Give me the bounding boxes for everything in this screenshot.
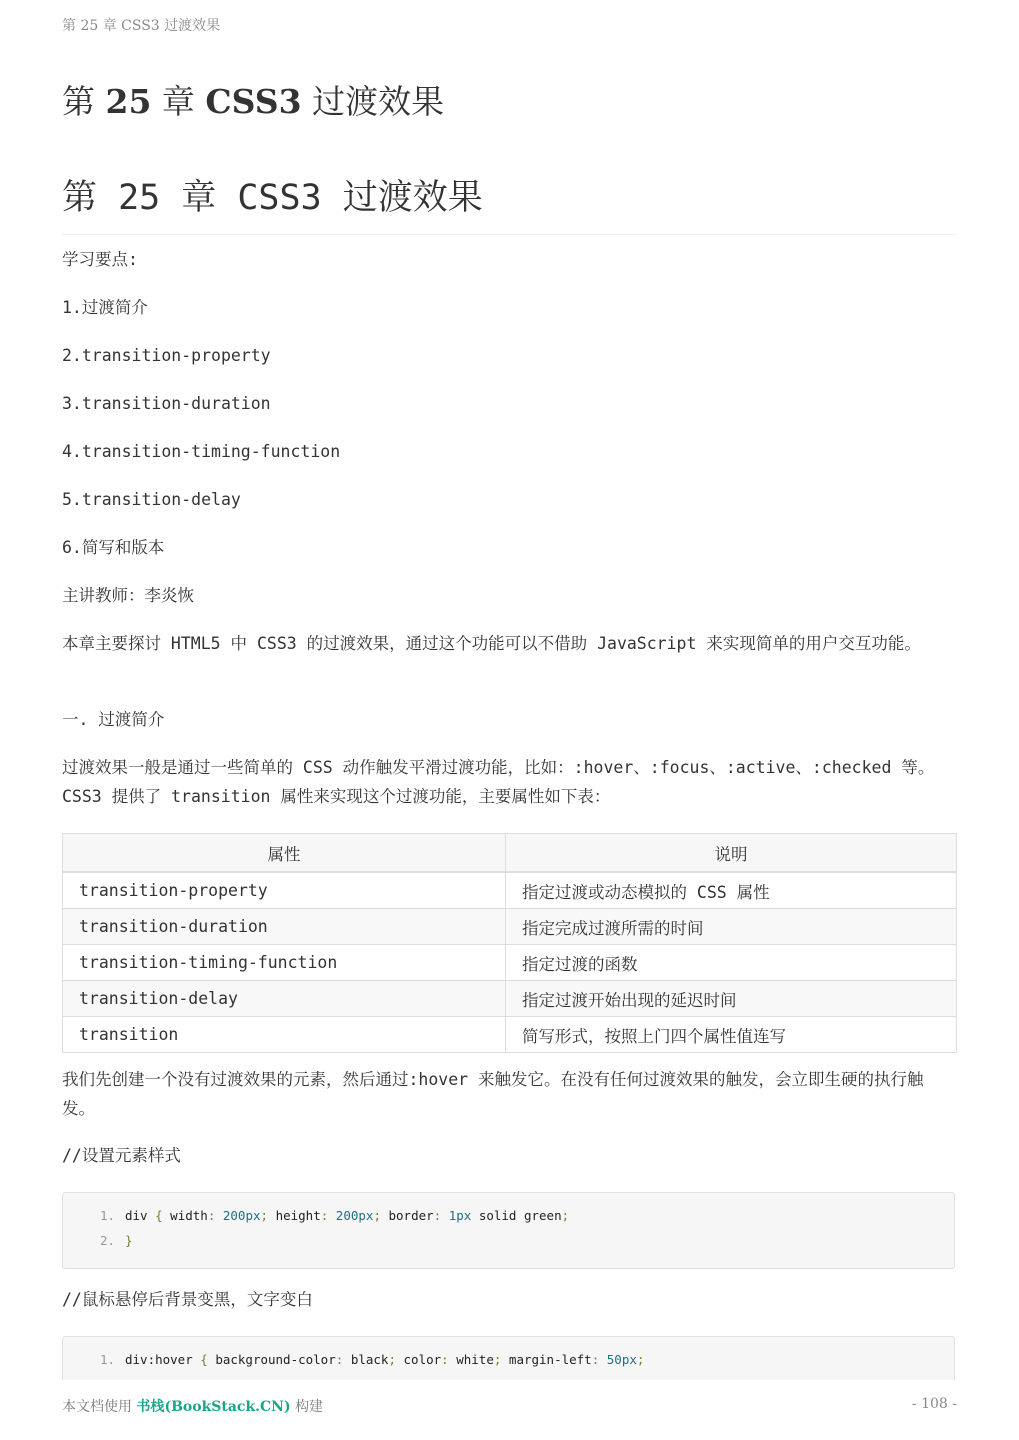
list-item: 1.过渡简介	[62, 298, 148, 317]
table-header-cell: 说明	[506, 834, 957, 873]
table-row	[63, 872, 957, 909]
code-line: 2. }	[99, 1233, 133, 1248]
list-item: 5.transition-delay	[62, 490, 241, 509]
after-table-paragraph: 我们先创建一个没有过渡效果的元素，然后通过:hover 来触发它。在没有任何过渡效果的触发，会立即生硬的执行触发。	[62, 1070, 924, 1118]
page-number: - 108 -	[911, 1396, 957, 1412]
list-item: 2.transition-property	[62, 346, 271, 365]
table-cell-property: transition-property	[63, 872, 506, 909]
section-title: 第 25 章 CSS3 过渡效果	[62, 170, 956, 235]
bookstack-link[interactable]: 书栈(BookStack.CN)	[136, 1399, 291, 1415]
table-cell-description: 指定过渡或动态模拟的 CSS 属性	[506, 872, 957, 909]
points-label: 学习要点:	[62, 250, 138, 269]
table-cell-description: 指定完成过渡所需的时间	[506, 909, 957, 945]
table-cell-property: transition-delay	[63, 981, 506, 1017]
table-row	[63, 981, 957, 1017]
section-paragraph: 过渡效果一般是通过一些简单的 CSS 动作触发平滑过渡功能，比如：:hover、:focus、:active、:checked 等。CSS3 提供了 transition 属性来实现这个过渡功能，主要属性如下表：	[62, 758, 935, 806]
code-block	[62, 1192, 955, 1269]
table-cell-description: 指定过渡开始出现的延迟时间	[506, 981, 957, 1017]
code-block	[62, 1336, 955, 1380]
list-item: 3.transition-duration	[62, 394, 271, 413]
code-comment: //设置元素样式	[62, 1146, 181, 1165]
table-cell-property: transition-timing-function	[63, 945, 506, 981]
chapter-title: 第 25 章 CSS3 过渡效果	[62, 82, 445, 121]
table-header-row	[63, 834, 957, 873]
properties-table	[62, 833, 957, 1053]
table-cell-description: 简写形式，按照上门四个属性值连写	[506, 1017, 957, 1053]
list-item: 6.简写和版本	[62, 538, 165, 557]
table-cell-description: 指定过渡的函数	[506, 945, 957, 981]
code-comment: //鼠标悬停后背景变黑，文字变白	[62, 1290, 313, 1309]
table-cell-property: transition-duration	[63, 909, 506, 945]
table-row	[63, 945, 957, 981]
running-header: 第 25 章 CSS3 过渡效果	[62, 18, 221, 34]
list-item: 4.transition-timing-function	[62, 442, 341, 461]
footer-credit: 本文档使用 书栈(BookStack.CN) 构建	[62, 1399, 324, 1415]
code-line: 1. div { width: 200px; height: 200px; border: 1px solid green;	[99, 1208, 570, 1223]
table-row	[63, 909, 957, 945]
table-cell-property: transition	[63, 1017, 506, 1053]
table-row	[63, 1017, 957, 1053]
table-header-cell: 属性	[63, 834, 506, 873]
section-heading: 一. 过渡简介	[62, 710, 165, 729]
intro-summary: 本章主要探讨 HTML5 中 CSS3 的过渡效果，通过这个功能可以不借助 JavaScript 来实现简单的用户交互功能。	[62, 634, 921, 653]
code-line: 1. div:hover { background-color: black; color: white; margin-left: 50px;	[99, 1352, 645, 1367]
teacher-line: 主讲教师：李炎恢	[62, 586, 194, 605]
